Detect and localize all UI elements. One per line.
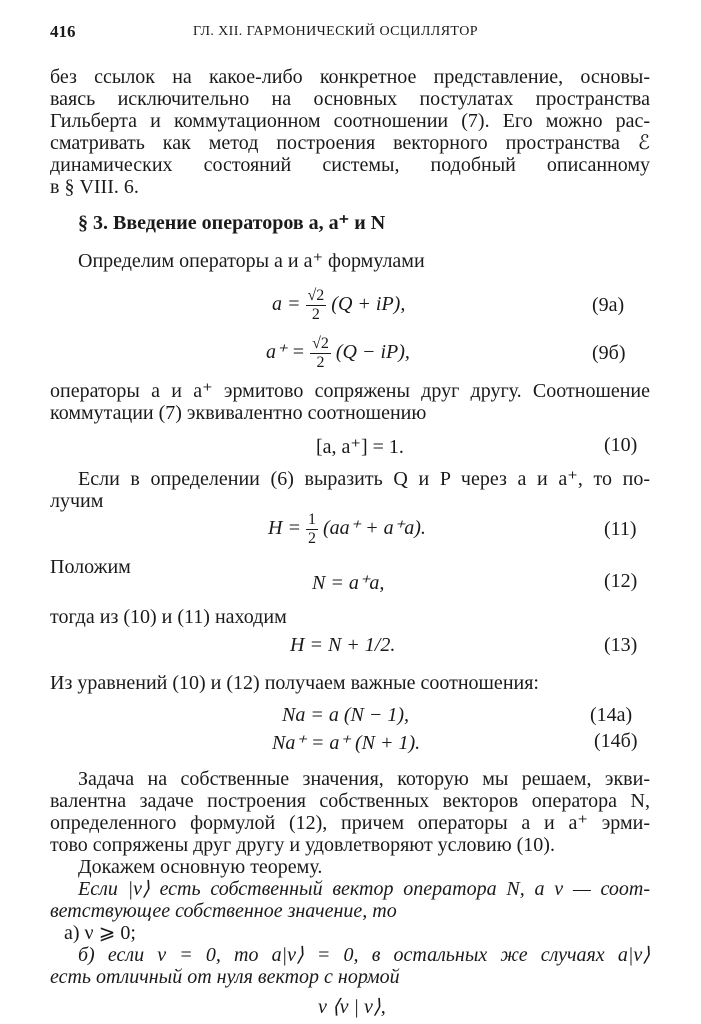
equation-label: (13) xyxy=(604,634,638,656)
text-line: Докажем основную теорему. xyxy=(78,856,323,878)
equation-label: (9а) xyxy=(592,294,625,316)
text-line: определенного формулой (12), причем операторы a и a⁺ эрми- xyxy=(50,812,650,834)
fraction xyxy=(310,335,331,372)
text-line: валентна задаче построения собственных векторов оператора N, xyxy=(50,790,650,812)
equation-12: N = a⁺a, xyxy=(312,572,385,594)
text-line: ваясь исключительно на основных постулатах пространства xyxy=(50,88,650,110)
text-line: в § VIII. 6. xyxy=(50,176,139,198)
text-line: тово сопряжены друг другу и удовлетворяют условию (10). xyxy=(50,834,555,856)
equation-label: (11) xyxy=(604,518,637,540)
text-line: Гильберта и коммутационном соотношении (7). Его можно рас- xyxy=(50,110,650,132)
equation-14a: Na = a (N − 1), xyxy=(282,704,409,726)
theorem-line: Если |ν⟩ есть собственный вектор оператора N, а ν — соот- xyxy=(78,878,650,900)
eq-rhs: (Q + iP), xyxy=(331,293,406,315)
text-line: сматривать как метод построения векторного пространства ℰ xyxy=(50,132,650,154)
theorem-line: б) если ν = 0, то a|ν⟩ = 0, в остальных же случаях a|ν⟩ xyxy=(78,944,650,966)
section-heading: § 3. Введение операторов a, a⁺ и N xyxy=(78,212,386,234)
equation-label: (9б) xyxy=(592,342,626,364)
fraction xyxy=(306,287,327,324)
eq-lhs: H = xyxy=(268,517,301,539)
equation-9b xyxy=(266,332,410,372)
fraction-denominator: 2 xyxy=(316,353,325,371)
text-line: Положим xyxy=(50,556,131,578)
running-title: ГЛ. XII. ГАРМОНИЧЕСКИЙ ОСЦИЛЛЯТОР xyxy=(193,24,478,39)
fraction-numerator: √2 xyxy=(312,334,329,352)
fraction xyxy=(306,511,318,548)
equation-11 xyxy=(268,508,426,548)
text-line: операторы a и a⁺ эрмитово сопряжены друг другу. Соотношение xyxy=(50,380,650,402)
text-line: Если в определении (6) выразить Q и P через a и a⁺, то по- xyxy=(78,468,650,490)
eq-lhs: a = xyxy=(272,293,301,315)
fraction-numerator: 1 xyxy=(307,510,316,528)
fraction-denominator: 2 xyxy=(311,305,320,323)
text-line: тогда из (10) и (11) находим xyxy=(50,606,287,628)
equation-label: (12) xyxy=(604,570,638,592)
norm-expression: ν ⟨ν | ν⟩, xyxy=(318,996,386,1018)
theorem-line: есть отличный от нуля вектор с нормой xyxy=(50,966,400,988)
equation-label: (14б) xyxy=(594,730,638,752)
text-line: динамических состояний системы, подобный описанному xyxy=(50,154,650,176)
equation-9a xyxy=(272,284,405,324)
text-line: Задача на собственные значения, которую мы решаем, экви- xyxy=(78,768,650,790)
equation-13: H = N + 1/2. xyxy=(290,634,396,656)
text-line: Определим операторы a и a⁺ формулами xyxy=(78,250,425,272)
text-line: лучим xyxy=(50,490,104,512)
text-line: Из уравнений (10) и (12) получаем важные соотношения: xyxy=(50,672,539,694)
text-line: без ссылок на какое-либо конкретное представление, основы- xyxy=(50,66,650,88)
theorem-line: ветствующее собственное значение, то xyxy=(50,900,397,922)
fraction-denominator: 2 xyxy=(307,529,316,547)
eq-rhs: (aa⁺ + a⁺a). xyxy=(322,517,426,539)
text-line: коммутации (7) эквивалентно соотношению xyxy=(50,402,427,424)
eq-lhs: a⁺ = xyxy=(266,341,306,363)
theorem-line: а) ν ⩾ 0; xyxy=(64,922,136,944)
fraction-numerator: √2 xyxy=(307,286,325,304)
equation-14b: Na⁺ = a⁺ (N + 1). xyxy=(272,732,421,754)
eq-rhs: (Q − iP), xyxy=(335,341,410,363)
equation-label: (10) xyxy=(604,434,638,456)
page-number: 416 xyxy=(50,22,76,41)
equation-label: (14а) xyxy=(590,704,633,726)
equation-10: [a, a⁺] = 1. xyxy=(316,436,404,458)
